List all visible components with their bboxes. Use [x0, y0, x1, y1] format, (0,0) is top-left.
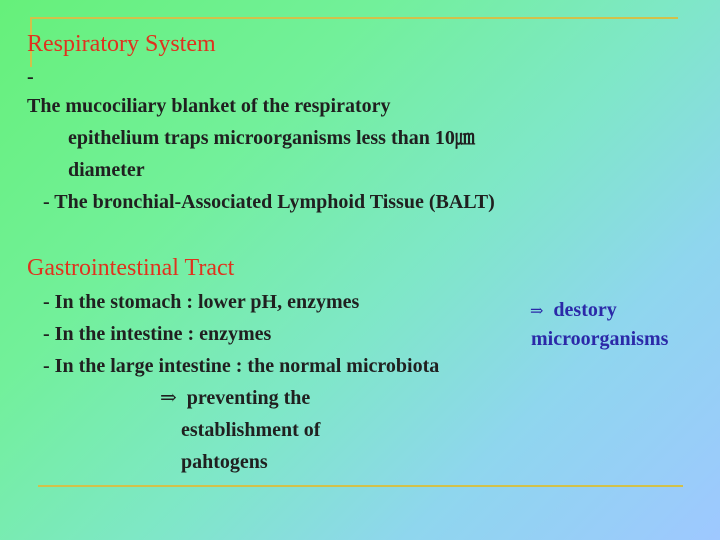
gi-result-line-3: pahtogens	[181, 451, 268, 473]
gi-item-intestine: - In the intestine : enzymes	[43, 323, 272, 345]
gi-heading: Gastrointestinal Tract	[27, 255, 235, 281]
gi-item-large-intestine: - In the large intestine : the normal microbiota	[43, 355, 440, 377]
right-arrow-icon: ⇒	[530, 303, 544, 320]
destroy-line	[530, 299, 617, 323]
respiratory-line-4: - The bronchial-Associated Lymphoid Tissue (BALT)	[43, 191, 495, 213]
respiratory-line-2: epithelium traps microorganisms less than 10㎛	[68, 127, 475, 149]
gi-result-line-2: establishment of	[181, 419, 321, 441]
destroy-text: destory	[553, 299, 617, 321]
respiratory-line-3: diameter	[68, 159, 145, 181]
right-arrow-icon: ⇒	[160, 387, 177, 409]
respiratory-heading: Respiratory System	[27, 31, 216, 57]
gi-result-line-1	[160, 387, 310, 409]
gi-item-stomach: - In the stomach : lower pH, enzymes	[43, 291, 360, 313]
decorative-frame-bottom	[38, 485, 683, 487]
respiratory-dash: -	[27, 66, 34, 88]
gi-result-text-1: preventing the	[186, 387, 311, 409]
microorganisms-text: microorganisms	[531, 328, 669, 350]
respiratory-line-1: The mucociliary blanket of the respiratory	[27, 95, 391, 117]
decorative-frame-top	[30, 17, 678, 19]
